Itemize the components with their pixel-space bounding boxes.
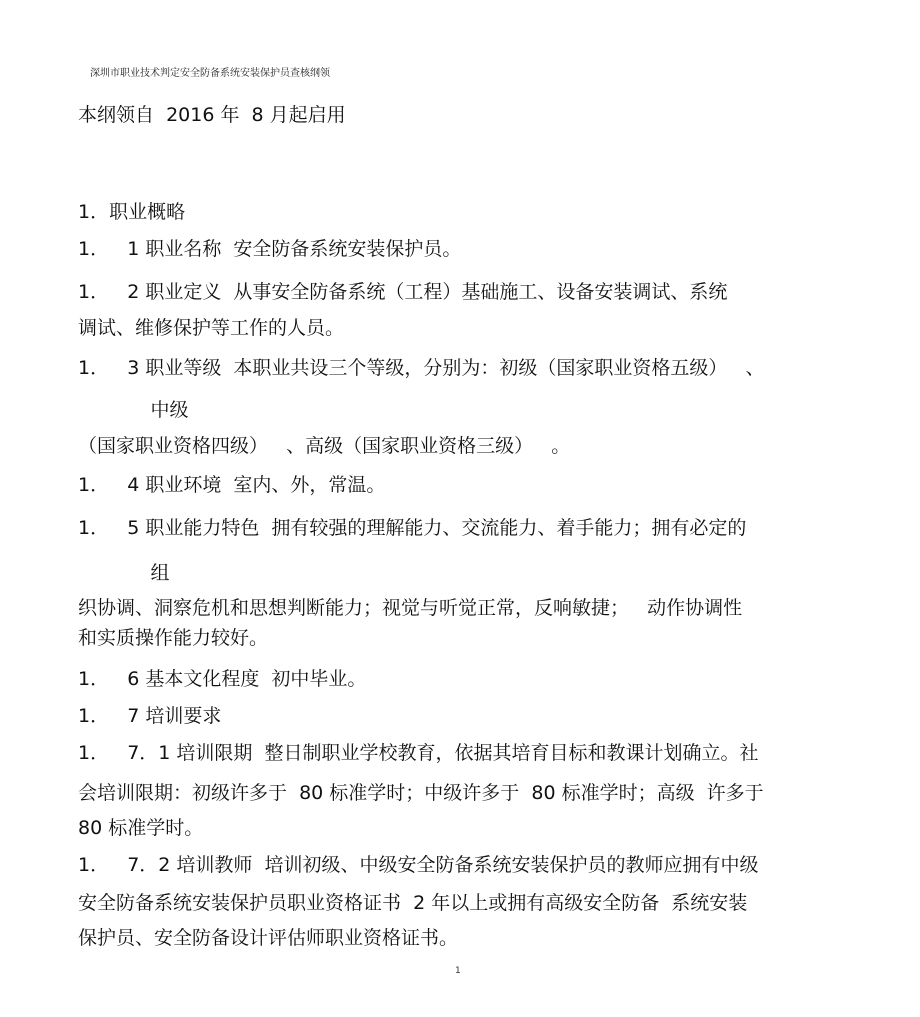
- text-line: 1． 2 职业定义 从事安全防备系统（工程）基础施工、设备安装调试、系统: [78, 281, 728, 303]
- text-line: 组: [78, 562, 170, 584]
- text-line: 调试、维修保护等工作的人员。: [78, 317, 345, 339]
- text-line: 1． 7．1 培训限期 整日制职业学校教育，依据其培育目标和教课计划确立。社: [78, 742, 759, 764]
- text-line: 1． 5 职业能力特色 拥有较强的理解能力、交流能力、着手能力；拥有必定的: [78, 517, 747, 539]
- text-line: 和实质操作能力较好。: [78, 627, 269, 649]
- text-line: 安全防备系统安装保护员职业资格证书 2 年以上或拥有高级安全防备 系统安装: [78, 892, 748, 914]
- running-header: 深圳市职业技术判定安全防备系统安装保护员查核纲领: [90, 68, 330, 79]
- text-line: 织协调、洞察危机和思想判断能力；视觉与听觉正常，反响敏捷； 动作协调性: [78, 597, 743, 619]
- text-line: 1． 7 培训要求: [78, 705, 222, 727]
- intro-line: 本纲领自 2016 年 8 月起启用: [78, 104, 346, 126]
- text-line: 1． 6 基本文化程度 初中毕业。: [78, 668, 367, 690]
- text-line: （国家职业资格四级） 、高级（国家职业资格三级） 。: [78, 435, 571, 457]
- text-line: 中级: [78, 399, 189, 421]
- text-line: 会培训限期：初级许多于 80 标准学时；中级许多于 80 标准学时；高级 许多于: [78, 782, 764, 804]
- text-line: 1． 7．2 培训教师 培训初级、中级安全防备系统安装保护员的教师应拥有中级: [78, 854, 759, 876]
- text-line: 80 标准学时。: [78, 817, 204, 839]
- text-line: 1． 1 职业名称 安全防备系统安装保护员。: [78, 238, 462, 260]
- text-line: 1． 4 职业环境 室内、外，常温。: [78, 474, 386, 496]
- text-line: 保护员、安全防备设计评估师职业资格证书。: [78, 927, 459, 949]
- page-number: 1: [455, 966, 461, 976]
- text-line: 1．职业概略: [78, 201, 186, 223]
- text-line: 1． 3 职业等级 本职业共设三个等级，分别为：初级（国家职业资格五级） 、: [78, 357, 765, 379]
